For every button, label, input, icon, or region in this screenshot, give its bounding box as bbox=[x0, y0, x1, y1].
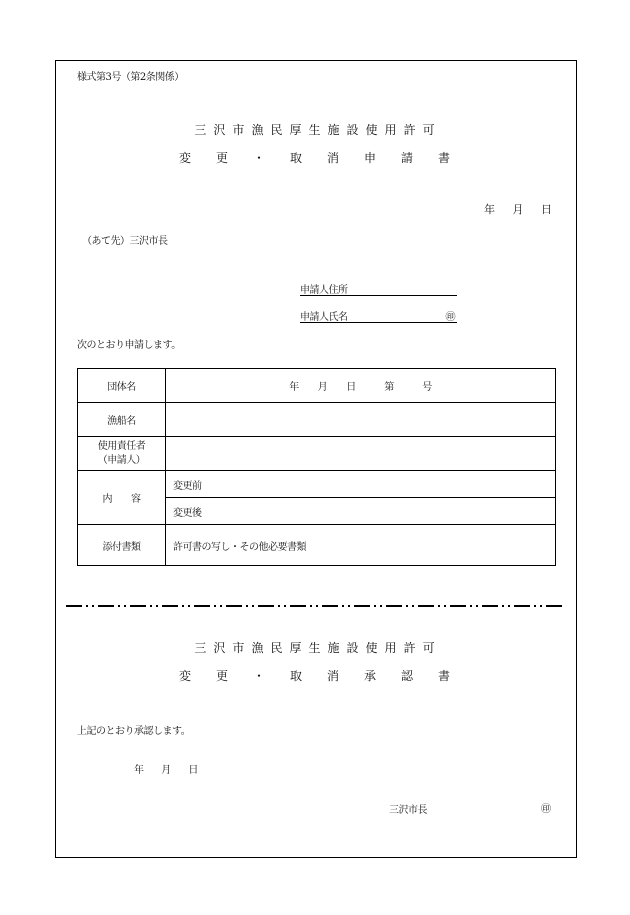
table-row bbox=[78, 525, 556, 566]
after-change-field[interactable] bbox=[166, 498, 556, 525]
title-char: 施 bbox=[327, 641, 341, 655]
title-char: 更 bbox=[215, 669, 229, 683]
approval-date bbox=[134, 761, 198, 776]
title-char: 生 bbox=[308, 641, 322, 655]
boat-name-field[interactable] bbox=[166, 403, 556, 437]
table-row bbox=[78, 471, 556, 498]
approval-text: 上記のとおり承認します。 bbox=[77, 726, 191, 737]
title-char: 変 bbox=[178, 669, 192, 683]
addressee: （あて先）三沢市長 bbox=[82, 236, 168, 247]
applicant-address-field[interactable] bbox=[300, 281, 457, 296]
title-char: 市 bbox=[232, 123, 246, 137]
form-number: 様式第3号（第2条関係） bbox=[77, 72, 184, 83]
title-char: 取 bbox=[289, 151, 303, 165]
title-char: 変 bbox=[178, 151, 192, 165]
title-char: 申 bbox=[364, 151, 378, 165]
responsible-person-label-1: 使用責任者 bbox=[97, 440, 146, 452]
title-char: ・ bbox=[252, 669, 266, 683]
application-date bbox=[484, 201, 552, 217]
table-row bbox=[78, 403, 556, 437]
dash-dot-line bbox=[66, 605, 564, 607]
title-char: 施 bbox=[327, 123, 341, 137]
title-char: 可 bbox=[422, 123, 436, 137]
approval-title-line1 bbox=[0, 639, 630, 656]
title-char: 用 bbox=[384, 123, 398, 137]
title-char: 請 bbox=[401, 151, 415, 165]
title-char: 三 bbox=[194, 123, 208, 137]
date-day: 日 bbox=[541, 203, 552, 216]
title-char: ・ bbox=[252, 151, 266, 165]
attachments-label: 添付書類 bbox=[78, 525, 166, 566]
title-char: 設 bbox=[346, 123, 360, 137]
applicant-name-field[interactable] bbox=[300, 308, 457, 323]
responsible-person-field[interactable] bbox=[166, 437, 556, 471]
permit-date-number[interactable]: 年 月 日 第 号 bbox=[166, 369, 556, 403]
intro-text: 次のとおり申請します。 bbox=[77, 340, 181, 351]
title-char: 可 bbox=[422, 641, 436, 655]
title-char: 更 bbox=[215, 151, 229, 165]
boat-name-label: 漁船名 bbox=[78, 403, 166, 437]
title-char: 漁 bbox=[251, 123, 265, 137]
title-char: 沢 bbox=[213, 641, 227, 655]
before-change-label: 変更前 bbox=[173, 480, 202, 492]
responsible-person-label bbox=[78, 437, 166, 471]
title-char: 設 bbox=[346, 641, 360, 655]
date-month: 月 bbox=[512, 203, 524, 216]
date-year: 年 bbox=[134, 765, 144, 776]
title-char: 沢 bbox=[213, 123, 227, 137]
title-char: 取 bbox=[289, 669, 303, 683]
after-change-label: 変更後 bbox=[173, 507, 202, 519]
group-name-label: 団体名 bbox=[78, 369, 166, 403]
attachments-value: 許可書の写し・その他必要書類 bbox=[166, 525, 556, 566]
title-char: 認 bbox=[401, 669, 415, 683]
date-year: 年 bbox=[484, 203, 495, 216]
title-char: 消 bbox=[327, 151, 341, 165]
cut-line bbox=[66, 605, 564, 607]
title-char: 用 bbox=[384, 641, 398, 655]
title-char: 使 bbox=[365, 123, 379, 137]
title-char: 三 bbox=[194, 641, 208, 655]
table-row bbox=[78, 437, 556, 471]
application-title-line1 bbox=[0, 121, 630, 138]
date-month: 月 bbox=[161, 765, 172, 776]
title-char: 厚 bbox=[289, 641, 303, 655]
title-char: 消 bbox=[327, 669, 341, 683]
application-table bbox=[77, 368, 556, 566]
title-char: 漁 bbox=[251, 641, 265, 655]
responsible-person-label-2: （申請人） bbox=[97, 454, 146, 466]
approval-title-line2 bbox=[0, 667, 630, 684]
title-char: 市 bbox=[232, 641, 246, 655]
applicant-name-label: 申請人氏名 bbox=[300, 312, 348, 323]
application-title-line2 bbox=[0, 149, 630, 166]
title-char: 承 bbox=[364, 669, 378, 683]
title-char: 使 bbox=[365, 641, 379, 655]
title-char: 民 bbox=[270, 641, 284, 655]
title-char: 許 bbox=[403, 123, 417, 137]
title-char: 生 bbox=[308, 123, 322, 137]
date-day: 日 bbox=[188, 765, 199, 776]
seal-mark: ㊞ bbox=[445, 312, 455, 323]
seal-mark: ㊞ bbox=[541, 804, 551, 815]
mayor-signature: 三沢市長 bbox=[389, 805, 427, 816]
title-char: 書 bbox=[438, 151, 452, 165]
table-row bbox=[78, 369, 556, 403]
title-char: 書 bbox=[438, 669, 452, 683]
before-change-field[interactable] bbox=[166, 471, 556, 498]
content-label: 内 容 bbox=[78, 471, 166, 525]
title-char: 許 bbox=[403, 641, 417, 655]
applicant-address-label: 申請人住所 bbox=[300, 285, 348, 296]
title-char: 民 bbox=[270, 123, 284, 137]
title-char: 厚 bbox=[289, 123, 303, 137]
